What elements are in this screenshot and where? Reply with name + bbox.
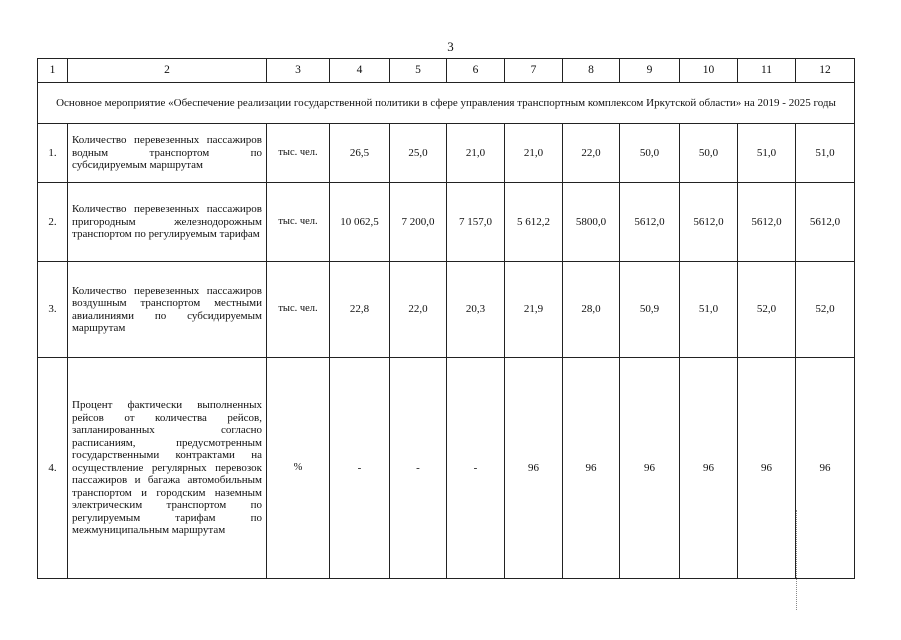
row-number: 3. xyxy=(38,262,68,358)
section-title: Основное мероприятие «Обеспечение реализации государственной политики в сфере управления транспортным комплексом Иркутской области» на 2019 - 2025 годы xyxy=(38,83,855,124)
column-number: 6 xyxy=(447,59,505,83)
column-number: 10 xyxy=(680,59,738,83)
column-number: 8 xyxy=(563,59,620,83)
value-cell: 50,0 xyxy=(620,124,680,183)
column-number: 4 xyxy=(330,59,390,83)
value-cell: 26,5 xyxy=(330,124,390,183)
table-row xyxy=(38,183,855,262)
row-number: 2. xyxy=(38,183,68,262)
indicators-table xyxy=(37,58,855,579)
row-number: 1. xyxy=(38,124,68,183)
table-row xyxy=(38,358,855,579)
value-cell: 5800,0 xyxy=(563,183,620,262)
section-row xyxy=(38,83,855,124)
unit-cell: тыс. чел. xyxy=(267,124,330,183)
value-cell: 7 157,0 xyxy=(447,183,505,262)
value-cell: 51,0 xyxy=(796,124,855,183)
value-cell: 96 xyxy=(680,358,738,579)
value-cell: 50,9 xyxy=(620,262,680,358)
column-number: 11 xyxy=(738,59,796,83)
value-cell: 22,0 xyxy=(390,262,447,358)
value-cell: - xyxy=(390,358,447,579)
value-cell: 96 xyxy=(620,358,680,579)
value-cell: 96 xyxy=(796,358,855,579)
value-cell: 22,0 xyxy=(563,124,620,183)
value-cell: 25,0 xyxy=(390,124,447,183)
value-cell: 21,0 xyxy=(447,124,505,183)
column-number: 5 xyxy=(390,59,447,83)
value-cell: 5612,0 xyxy=(620,183,680,262)
value-cell: 5612,0 xyxy=(738,183,796,262)
page-number: 3 xyxy=(447,39,454,54)
row-number: 4. xyxy=(38,358,68,579)
value-cell: - xyxy=(330,358,390,579)
unit-cell: тыс. чел. xyxy=(267,262,330,358)
value-cell: 5 612,2 xyxy=(505,183,563,262)
indicator-name: Количество перевезенных пассажиров воздушным транспортом местными авиалиниями по субсидируемым маршрутам xyxy=(68,262,267,358)
value-cell: 52,0 xyxy=(738,262,796,358)
value-cell: 52,0 xyxy=(796,262,855,358)
column-number: 3 xyxy=(267,59,330,83)
scan-margin-mark xyxy=(796,510,799,610)
unit-cell: % xyxy=(267,358,330,579)
value-cell: 28,0 xyxy=(563,262,620,358)
indicator-name: Процент фактически выполненных рейсов от количества рейсов, запланированных согласно расписаниям, предусмотренным государственными контрактами на осуществление регулярных перевозок пассажиров и багажа автомобильным транспортом и городским наземным электрическим транспортом по регулируемым тарифам по межмуниципальным маршрутам xyxy=(68,358,267,579)
value-cell: 7 200,0 xyxy=(390,183,447,262)
column-number: 9 xyxy=(620,59,680,83)
value-cell: 96 xyxy=(505,358,563,579)
value-cell: 5612,0 xyxy=(680,183,738,262)
column-number: 12 xyxy=(796,59,855,83)
column-number-row xyxy=(38,59,855,83)
column-number: 1 xyxy=(38,59,68,83)
value-cell: 21,9 xyxy=(505,262,563,358)
value-cell: 21,0 xyxy=(505,124,563,183)
indicator-name: Количество перевезенных пассажиров водным транспортом по субсидируемым маршрутам xyxy=(68,124,267,183)
column-number: 2 xyxy=(68,59,267,83)
unit-cell: тыс. чел. xyxy=(267,183,330,262)
indicator-name: Количество перевезенных пассажиров пригородным железнодорожным транспортом по регулируемым тарифам xyxy=(68,183,267,262)
value-cell: 20,3 xyxy=(447,262,505,358)
value-cell: 96 xyxy=(738,358,796,579)
table-row xyxy=(38,262,855,358)
table-row xyxy=(38,124,855,183)
value-cell: 96 xyxy=(563,358,620,579)
value-cell: 22,8 xyxy=(330,262,390,358)
value-cell: - xyxy=(447,358,505,579)
value-cell: 5612,0 xyxy=(796,183,855,262)
value-cell: 51,0 xyxy=(680,262,738,358)
column-number: 7 xyxy=(505,59,563,83)
value-cell: 10 062,5 xyxy=(330,183,390,262)
value-cell: 51,0 xyxy=(738,124,796,183)
value-cell: 50,0 xyxy=(680,124,738,183)
